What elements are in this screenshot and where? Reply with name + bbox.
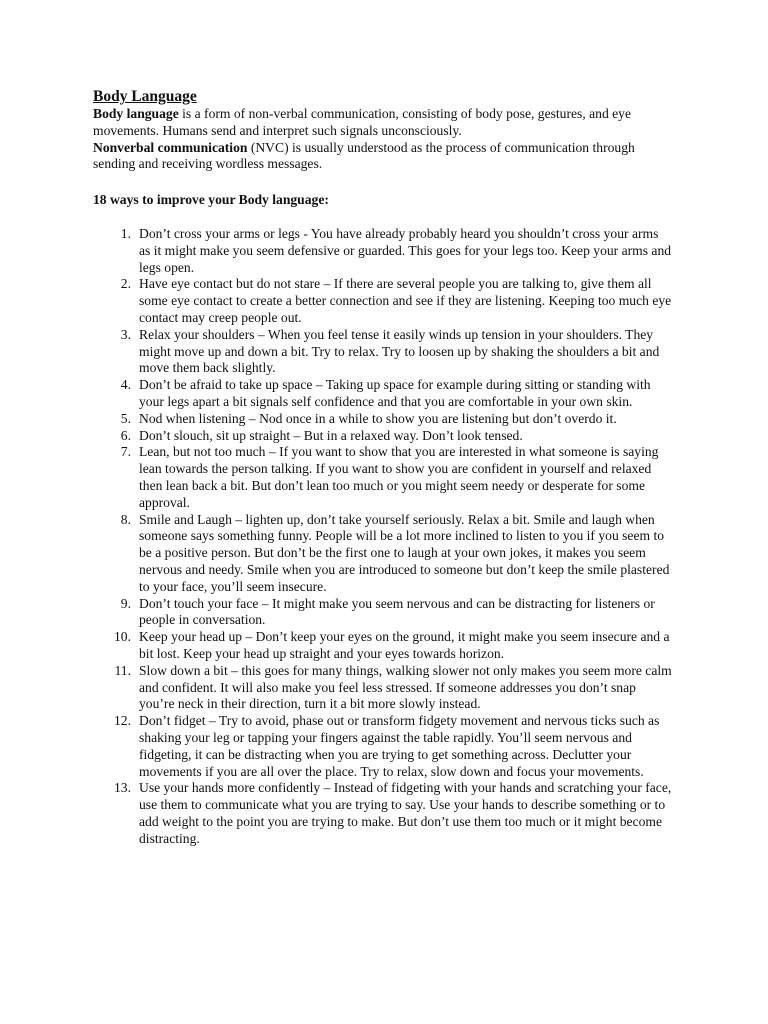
list-item-text: Use your hands more confidently – Instead of fidgeting with your hands and scratching your face, use them to communicate what you are trying to say. Use your hands to describe something or to add weight to the point you are trying to make. But don’t use them too much or it might become distracting. — [139, 780, 672, 846]
list-item-text: Smile and Laugh – lighten up, don’t take yourself seriously. Relax a bit. Smile and laugh when someone says something funny. People will be a lot more inclined to listen to you if you seem to be a positive person. But don’t be the first one to laugh at your own jokes, it makes you seem nervous and needy. Smile when you are introduced to someone but don’t keep the smile plastered to your face, you’ll seem insecure. — [139, 511, 670, 594]
list-item — [93, 226, 673, 276]
tips-list — [93, 226, 673, 847]
document-content — [93, 88, 673, 846]
list-item-text: Don’t be afraid to take up space – Taking up space for example during sitting or standing with your legs apart a bit signals self confidence and that you are comfortable in your own skin. — [139, 377, 651, 409]
list-item — [93, 327, 673, 377]
definition-body-language: is a form of non-verbal communication, consisting of body pose, gestures, and eye movements. Humans send and interpret such signals unconsciously. — [93, 106, 632, 138]
document-title: Body Language — [93, 88, 197, 105]
list-item-number: 10. — [114, 629, 131, 645]
list-item-text: Don’t touch your face – It might make you seem nervous and can be distracting for listeners or people in conversation. — [139, 595, 655, 628]
list-item — [93, 411, 673, 428]
list-item-text: Have eye contact but do not stare – If there are several people you are talking to, give them all some eye contact to create a better connection and see if they are listening. Keeping too much eye contact may creep people out. — [139, 276, 672, 325]
list-item-text: Slow down a bit – this goes for many things, walking slower not only makes you seem more calm and confident. It will also make you feel less stressed. If someone addresses you don’t snap you’re neck in their direction, turn it a bit more slowly instead. — [139, 662, 672, 712]
list-item — [93, 629, 673, 663]
list-item-text: Relax your shoulders – When you feel tense it easily winds up tension in your shoulders. They might move up and down a bit. Try to relax. Try to loosen up by shaking the shoulders a bit and move them back slightly. — [139, 326, 660, 376]
list-item-text: Don’t slouch, sit up straight – But in a relaxed way. Don’t look tensed. — [139, 427, 523, 443]
list-item-text: Lean, but not too much – If you want to show that you are interested in what someone is saying lean towards the person talking. If you want to show you are confident in yourself and relaxed then lean back a bit. But don’t lean too much or you might seem needy or desperate for some approval. — [139, 444, 659, 510]
list-item-number: 6. — [120, 427, 131, 443]
list-item — [93, 663, 673, 713]
list-item — [93, 444, 673, 511]
list-item — [93, 377, 673, 411]
list-item — [93, 780, 673, 847]
list-item-number: 4. — [120, 377, 131, 393]
list-item-number: 1. — [120, 226, 131, 241]
list-item — [93, 512, 673, 596]
list-item-number: 11. — [114, 662, 131, 678]
list-item-number: 5. — [120, 410, 131, 426]
list-item-number: 7. — [120, 444, 131, 460]
term-body-language: Body language — [93, 106, 179, 121]
list-item-number: 3. — [120, 326, 131, 342]
list-item-number: 12. — [114, 713, 131, 729]
list-item-number: 13. — [114, 780, 131, 796]
list-item-number: 2. — [120, 276, 131, 292]
list-item — [93, 596, 673, 630]
list-item — [93, 276, 673, 326]
definition-nonverbal-communication: (NVC) is usually understood as the process of communication through sending and receiving wordless messages. — [93, 139, 635, 172]
tips-heading: 18 ways to improve your Body language: — [93, 192, 329, 207]
list-item-number: 9. — [120, 595, 131, 611]
list-item-text: Keep your head up – Don’t keep your eyes on the ground, it might make you seem insecure and a bit lost. Keep your head up straight and your eyes towards horizon. — [139, 629, 670, 661]
list-item — [93, 713, 673, 780]
list-item-text: Nod when listening – Nod once in a while to show you are listening but don’t overdo it. — [139, 410, 617, 426]
term-nonverbal-communication: Nonverbal communication — [93, 139, 248, 155]
list-item-text: Don’t fidget – Try to avoid, phase out or transform fidgety movement and nervous ticks such as shaking your leg or tapping your fingers against the table rapidly. You’ll seem nervous and fidgeting, it can be distracting when you are trying to get something across. Declutter your movements if you are all over the place. Try to relax, slow down and focus your movements. — [139, 713, 660, 779]
intro-paragraph-nonverbal-communication — [93, 140, 673, 174]
intro-paragraph-body-language — [93, 106, 673, 140]
list-item-number: 8. — [120, 511, 131, 527]
list-item — [93, 428, 673, 445]
list-item-text: Don’t cross your arms or legs - You have already probably heard you shouldn’t cross your arms as it might make you seem defensive or guarded. This goes for your legs too. Keep your arms and legs open. — [139, 226, 672, 275]
